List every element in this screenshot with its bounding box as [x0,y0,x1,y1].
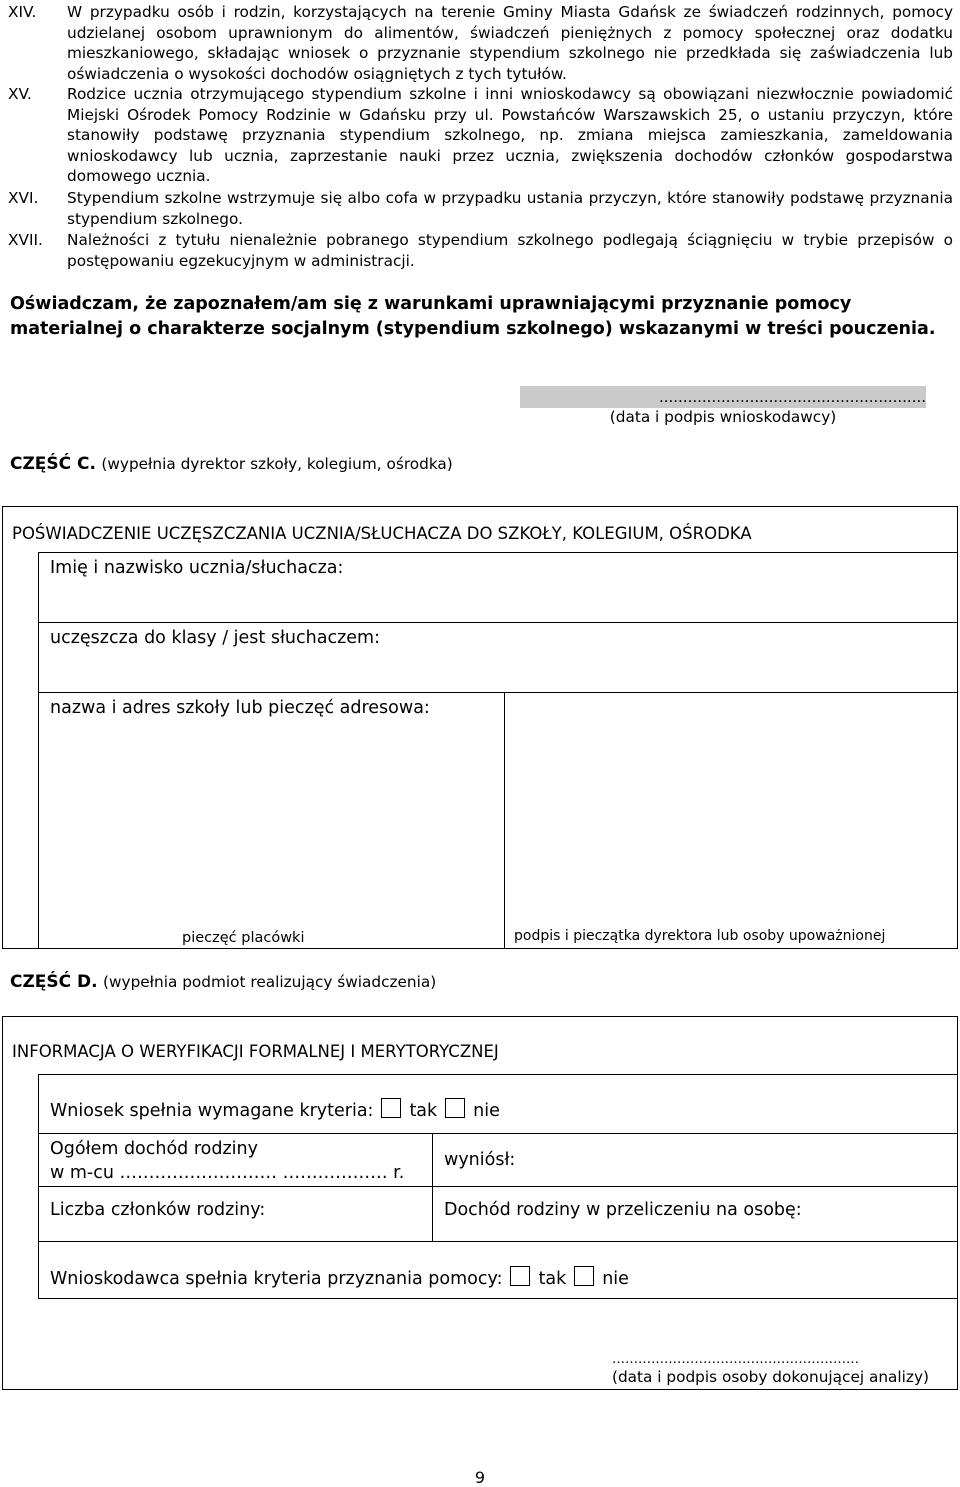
part-c-table-top [38,552,958,553]
criteria-label: Wniosek spełnia wymagane kryteria: [50,1101,374,1121]
criteria-row [50,1098,500,1121]
part-c-note: (wypełnia dyrektor szkoły, kolegium, ośrodka) [101,455,453,473]
part-d-note: (wypełnia podmiot realizujący świadczenia) [103,973,437,991]
family-income-label: Ogółem dochód rodziny [50,1139,258,1159]
analyst-signature-line[interactable]: ………………………………………………… [612,1352,859,1367]
divider [38,1186,958,1187]
student-name-field[interactable]: Imię i nazwisko ucznia/słuchacza: [50,558,344,578]
divider [38,692,958,693]
applicant-signature-caption: (data i podpis wnioskodawcy) [609,408,837,426]
part-c-table-left [38,552,39,949]
family-income-field[interactable] [50,1137,404,1185]
rule-text: W przypadku osób i rodzin, korzystających na terenie Gminy Miasta Gdańsk ze świadczeń rodzinnych, pomocy udzielanej osobom uprawnionym do alimentów, świadczeń pieniężnych z pomocy społecznej oraz dodatku mieszkaniowego, składając wniosek o przyznanie stypendium szkolnego nie przedkłada się zaświadczenia lub oświadczenia o wysokości dochodów osiągniętych z tych tytułów. [67,3,953,83]
eligibility-row [50,1266,629,1289]
rule-number: XVII. [8,231,43,249]
part-c-title [10,454,453,474]
eligible-yes-label: tak [538,1269,567,1289]
divider [38,622,958,623]
director-signature-label: podpis i pieczątka dyrektora lub osoby upoważnionej [514,928,886,944]
divider [38,1241,958,1242]
eligible-yes-checkbox[interactable] [510,1266,530,1286]
stamp-signature-divider [504,692,505,949]
page-number: 9 [474,1468,486,1487]
rule-text: Stypendium szkolne wstrzymuje się albo cofa w przypadku ustania przyczyn, które stanowiły podstawę przyznania stypendium szkolnego. [67,189,953,228]
eligible-no-checkbox[interactable] [574,1266,594,1286]
income-per-person-field[interactable]: Dochód rodziny w przeliczeniu na osobę: [444,1200,802,1220]
criteria-yes-label: tak [409,1101,438,1121]
criteria-no-label: nie [473,1101,500,1121]
school-address-field[interactable]: nazwa i adres szkoły lub pieczęć adresowa: [50,698,430,718]
criteria-yes-checkbox[interactable] [381,1098,401,1118]
part-d-title [10,972,436,992]
income-month-line: w m-cu ……………………… ……………… r. [50,1163,405,1183]
part-c-heading: POŚWIADCZENIE UCZĘSZCZANIA UCZNIA/SŁUCHACZA DO SZKOŁY, KOLEGIUM, OŚRODKA [12,524,752,543]
rule-xv [8,84,953,188]
divider [38,1298,958,1299]
income-amount-field[interactable]: wyniósł: [444,1150,516,1170]
part-d-label: CZĘŚĆ D. [10,972,98,992]
school-stamp-label: pieczęć placówki [182,930,305,946]
applicant-signature-line[interactable]: ........................................................ [520,386,926,408]
rule-xvii [8,230,953,272]
rule-xiv [8,2,953,86]
rule-number: XVI. [8,189,39,207]
rule-number: XV. [8,85,32,103]
part-d-table-top [38,1074,958,1075]
divider [38,1133,958,1134]
rule-number: XIV. [8,3,37,21]
eligibility-label: Wnioskodawca spełnia kryteria przyznania pomocy: [50,1269,503,1289]
family-members-field[interactable]: Liczba członków rodziny: [50,1200,266,1220]
rule-text: Należności z tytułu nienależnie pobranego stypendium szkolnego podlegają ściągnięciu w trybie przepisów o postępowaniu egzekucyjnym w administracji. [67,231,953,270]
part-d-heading: INFORMACJA O WERYFIKACJI FORMALNEJ I MERYTORYCZNEJ [12,1042,499,1061]
declaration-text: Oświadczam, że zapoznałem/am się z warunkami uprawniającymi przyznanie pomocy materialnej o charakterze socjalnym (stypendium szkolnego) wskazanymi w treści pouczenia. [10,294,936,339]
analyst-signature-caption: (data i podpis osoby dokonującej analizy) [612,1368,929,1386]
criteria-no-checkbox[interactable] [445,1098,465,1118]
rule-text: Rodzice ucznia otrzymującego stypendium szkolne i inni wnioskodawcy są obowiązani niezwłocznie powiadomić Miejski Ośrodek Pomocy Rodzinie w Gdańsku przy ul. Powstańców Warszawskich 25, o ustaniu przyczyn, które stanowiły podstawę przyznania stypendium szkolnego, np. zmiana miejsca zamieszkania, zameldowania wnioskodawcy lub ucznia, zaprzestanie nauki przez ucznia, zwiększenia dochodów członków gospodarstwa domowego ucznia. [67,85,953,186]
eligible-no-label: nie [602,1269,629,1289]
student-class-field[interactable]: uczęszcza do klasy / jest słuchaczem: [50,628,380,648]
part-c-label: CZĘŚĆ C. [10,454,96,474]
income-divider [432,1133,433,1241]
rule-xvi [8,188,953,230]
